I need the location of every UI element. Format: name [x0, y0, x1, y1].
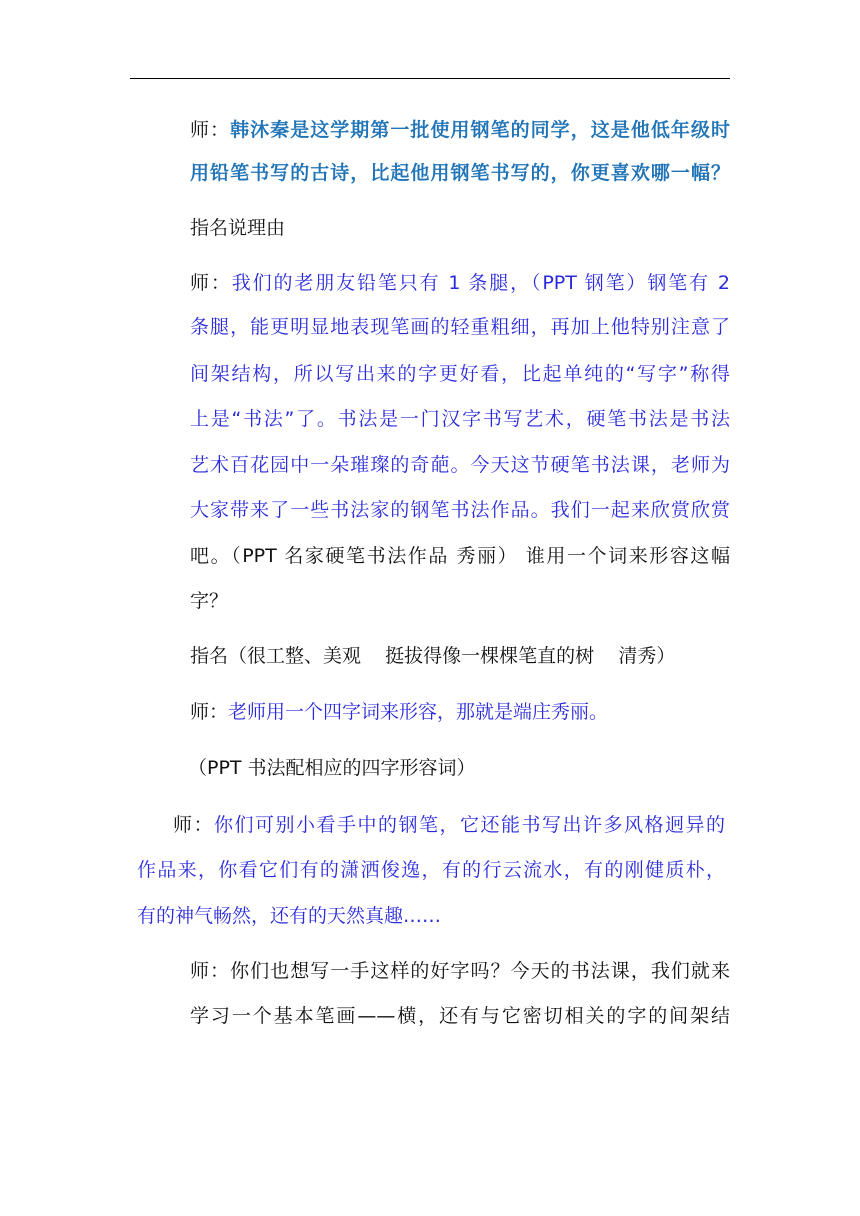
- paragraph-3-line-3: 间架结构，所以写出来的字更好看，比起单纯的“写字”称得: [190, 363, 730, 385]
- paragraph-4: 指名（很工整、美观 挺拔得像一棵棵笔直的树 清秀）: [190, 645, 676, 667]
- paragraph-7-line-1: [173, 812, 725, 838]
- paragraph-6: （PPT 书法配相应的四字形容词）: [188, 757, 476, 779]
- paragraph-7-text: 你们可别小看手中的钢笔，它还能书写出许多风格迥异的: [214, 814, 725, 836]
- paragraph-1-text: 韩沐秦是这学期第一批使用钢笔的同学，这是他低年级时: [230, 119, 730, 141]
- paragraph-7-line-3: 有的神气畅然，还有的天然真趣……: [137, 905, 442, 927]
- paragraph-8-line-2: 学习一个基本笔画——横，还有与它密切相关的字的间架结: [190, 1005, 730, 1027]
- paragraph-8-line-1: [190, 958, 730, 984]
- speaker-label: 师：: [190, 960, 231, 982]
- paragraph-3-line-4: 上是“书法”了。书法是一门汉字书写艺术，硬笔书法是书法: [190, 408, 730, 430]
- speaker-label: 师：: [190, 701, 229, 723]
- paragraph-2: 指名说理由: [190, 217, 286, 239]
- paragraph-1-line-2: 用铅笔书写的古诗，比起他用钢笔书写的，你更喜欢哪一幅？: [190, 162, 730, 184]
- paragraph-3-line-5: 艺术百花园中一朵璀璨的奇葩。今天这节硬笔书法课，老师为: [190, 454, 730, 476]
- paragraph-5: [190, 699, 608, 725]
- paragraph-3-text: 我们的老朋友铅笔只有 1 条腿，（PPT 钢笔）钢笔有 2: [231, 272, 730, 294]
- paragraph-8-text: 你们也想写一手这样的好字吗？今天的书法课，我们就来: [230, 960, 730, 982]
- paragraph-3-line-7: 吧。（PPT 名家硬笔书法作品 秀丽） 谁用一个词来形容这幅: [190, 545, 730, 567]
- paragraph-5-text: 老师用一个四字词来形容，那就是端庄秀丽。: [228, 701, 609, 723]
- speaker-label: 师：: [173, 814, 214, 836]
- paragraph-3-line-6: 大家带来了一些书法家的钢笔书法作品。我们一起来欣赏欣赏: [190, 499, 730, 521]
- paragraph-7-line-2: 作品来，你看它们有的潇洒俊逸，有的行云流水，有的刚健质朴，: [137, 859, 725, 881]
- paragraph-3-line-2: 条腿，能更明显地表现笔画的轻重粗细，再加上他特别注意了: [190, 316, 730, 338]
- paragraph-3-line-1: [190, 270, 730, 296]
- paragraph-3-line-8: 字？: [190, 590, 229, 612]
- speaker-label: 师：: [190, 272, 232, 294]
- paragraph-1-line-1: [190, 117, 730, 143]
- header-rule: [130, 78, 730, 79]
- speaker-label: 师：: [190, 119, 231, 141]
